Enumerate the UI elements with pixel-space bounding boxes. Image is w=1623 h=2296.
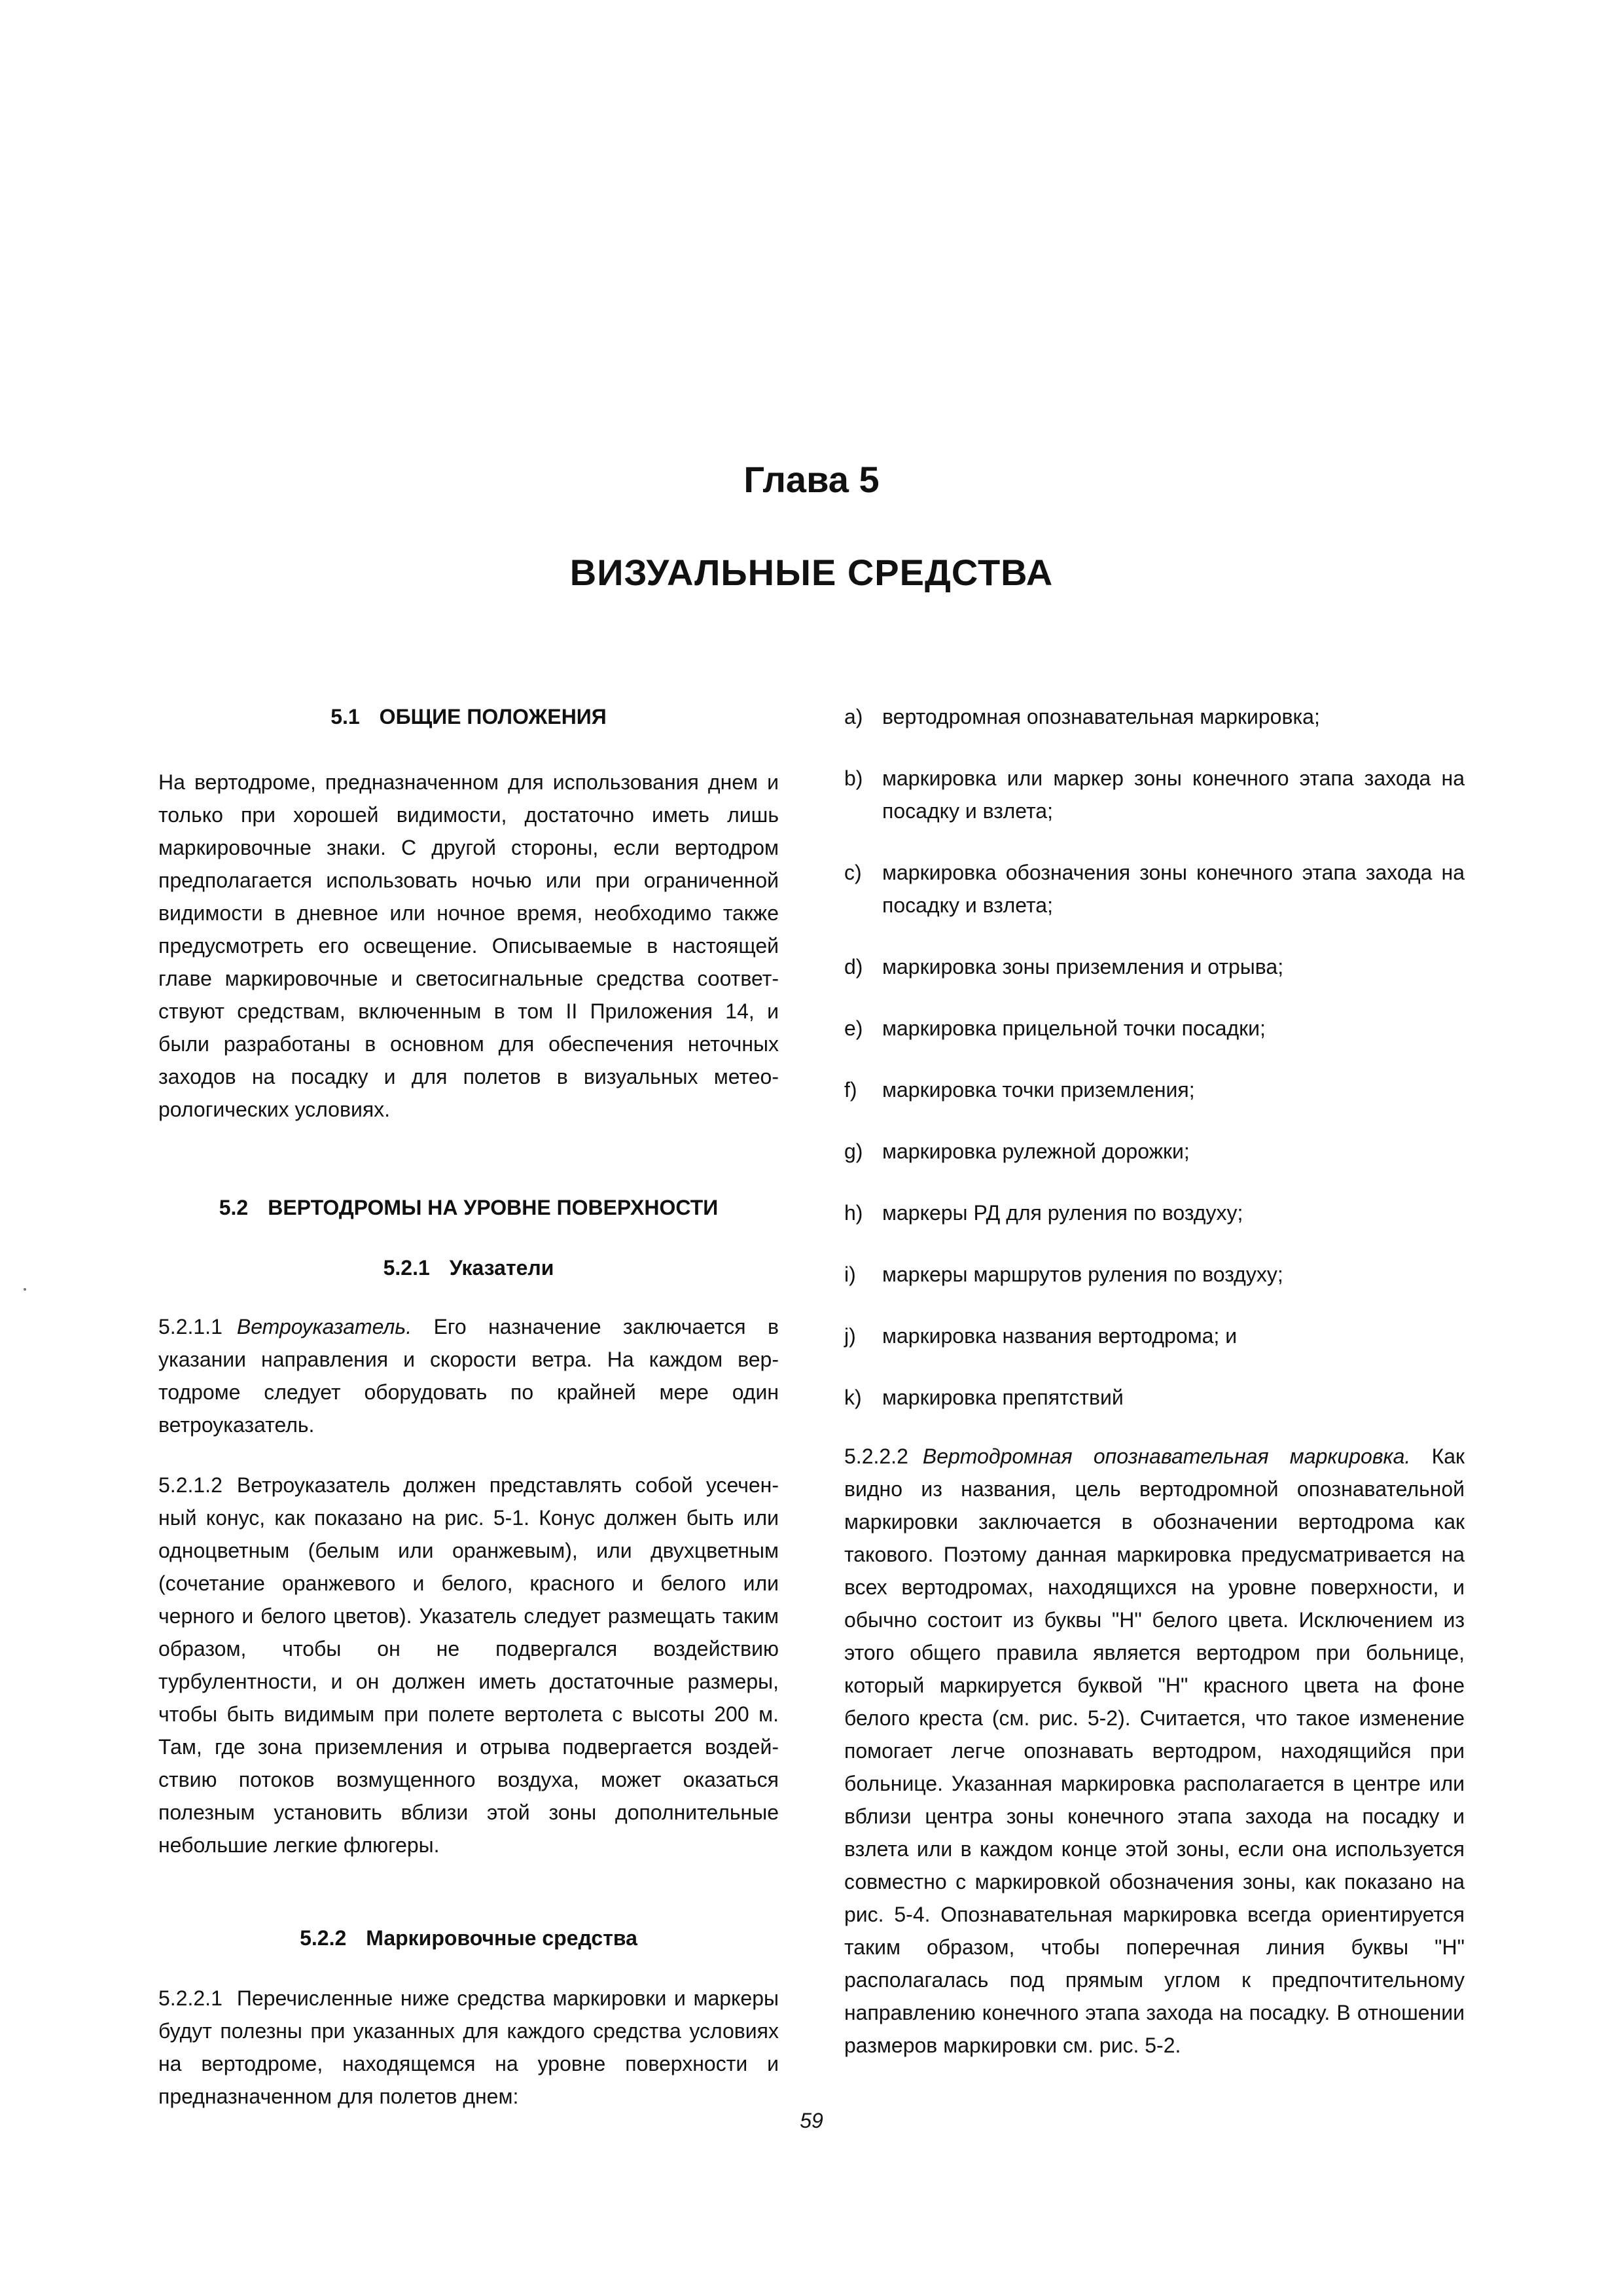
- section-title: ОБЩИЕ ПОЛОЖЕНИЯ: [379, 705, 607, 728]
- list-item-letter: i): [844, 1263, 856, 1286]
- section-5-2-2-heading: [158, 1922, 779, 1954]
- section-title: Указатели: [449, 1256, 554, 1280]
- section-5-1-heading: [158, 700, 779, 733]
- list-item-letter: g): [844, 1139, 863, 1163]
- list-item-text: маркировка обозначения зоны конечного этапа захода на посадку и взлета;: [882, 861, 1465, 917]
- list-item: [844, 856, 1465, 922]
- list-item: [844, 950, 1465, 983]
- list-item: [844, 1258, 1465, 1291]
- list-item-text: маркировка прицельной точки посадки;: [882, 1016, 1266, 1040]
- paragraph-5-2-1-2: [158, 1469, 779, 1861]
- scan-speck: [24, 1288, 26, 1291]
- list-item-letter: e): [844, 1016, 863, 1040]
- list-item: [844, 1319, 1465, 1352]
- paragraph-5-2-2-2: [844, 1440, 1465, 2062]
- paragraph-number: 5.2.1.2: [158, 1473, 223, 1497]
- list-item-letter: h): [844, 1201, 863, 1225]
- right-column: [844, 700, 1465, 2062]
- section-number: 5.2.2: [300, 1926, 347, 1950]
- paragraph-text: Как видно из названия, цель вертодромной опознавательной маркировки заключается в обозначении вертодрома как такового. Поэтому данная маркировка предусматривается на всех вертодромах, находящихся на уровне поверхности, и обычно состоит из буквы "Н" белого цвета. Исключением из этого общего правила является вертодром при больнице, который маркируется буквой "Н" красного цвета на фоне белого креста (см. рис. 5-2). Считается, что такое изменение помогает легче опознавать вертодром, находящийся при больнице. Указанная маркировка располагается в центре или вблизи центра зоны конечного этапа захода на посадку и взлета или в каждом конце этой зоны, если она используется совместно с маркировкой обозначения зоны, как показано на рис. 5-4. Опознавательная маркировка всегда ориентируется таким образом, чтобы поперечная линия буквы "Н" располагалась под прямым углом к предпочтительному направлению конечного этапа захода на посадку. В отношении размеров маркировки см. рис. 5-2.: [844, 1444, 1465, 2057]
- paragraph-number: 5.2.2.1: [158, 1986, 223, 2010]
- list-item: [844, 1073, 1465, 1106]
- list-item-text: маркировка названия вертодрома; и: [882, 1324, 1238, 1348]
- chapter-title: Глава 5: [743, 459, 880, 500]
- list-item: [844, 1135, 1465, 1168]
- list-item-text: маркировка рулежной дорожки;: [882, 1139, 1190, 1163]
- list-item-text: маркировка зоны приземления и отрыва;: [882, 955, 1284, 978]
- list-item-letter: c): [844, 861, 862, 884]
- paragraph-5-2-2-1: [158, 1982, 779, 2113]
- list-item: [844, 1196, 1465, 1229]
- section-number: 5.2.1: [383, 1256, 430, 1280]
- paragraph-text: Перечисленные ниже средства маркировки и маркеры будут полезны при указанных для каждого средства условиях на вертодроме, находящемся на уровне поверхности и предназначенном для полетов днем:: [158, 1986, 779, 2108]
- paragraph-text: Его назначение заключается в указании направления и скорости ветра. На каждом вертодроме следует оборудовать по крайней мере один ветроуказатель.: [158, 1315, 779, 1437]
- paragraph-number: 5.2.1.1: [158, 1315, 223, 1338]
- list-item: [844, 1381, 1465, 1414]
- list-item-text: маркировка точки приземления;: [882, 1078, 1195, 1102]
- list-item-text: маркеры маршрутов руления по воздуху;: [882, 1263, 1283, 1286]
- section-number: 5.2: [219, 1196, 249, 1219]
- list-item-letter: j): [844, 1324, 856, 1348]
- list-item-letter: a): [844, 705, 863, 728]
- marking-list: [844, 700, 1465, 1414]
- list-item-text: маркировка или маркер зоны конечного этапа захода на посадку и взлета;: [882, 766, 1465, 823]
- paragraph-text: Ветроуказатель должен представлять собой усеченный конус, как показано на рис. 5-1. Конус должен быть или одноцветным (белым или оранжевым), или двухцветным (сочетание оранжевого и белого, красного и белого или черного и белого цветов). Указатель следует размещать таким образом, чтобы он не подвергался воздействию турбулентности, и он должен иметь достаточные размеры, чтобы быть видимым при полете вертолета с высоты 200 м. Там, где зона приземления и отрыва подвергается воздействию потоков возмущенного воздуха, может оказаться полезным установить вблизи этой зоны дополнительные небольшие легкие флюгеры.: [158, 1473, 779, 1857]
- paragraph-number: 5.2.2.2: [844, 1444, 908, 1468]
- list-item: [844, 700, 1465, 733]
- list-item-letter: k): [844, 1386, 862, 1409]
- section-title: Маркировочные средства: [366, 1926, 637, 1950]
- list-item: [844, 762, 1465, 827]
- left-column: [158, 700, 779, 2113]
- chapter-subtitle: ВИЗУАЛЬНЫЕ СРЕДСТВА: [569, 552, 1054, 593]
- list-item-text: маркеры РД для руления по воздуху;: [882, 1201, 1243, 1225]
- list-item: [844, 1012, 1465, 1045]
- paragraph-heading: Ветроуказатель.: [236, 1315, 412, 1338]
- section-title: ВЕРТОДРОМЫ НА УРОВНЕ ПОВЕРХНОСТИ: [268, 1196, 719, 1219]
- list-item-text: маркировка препятствий: [882, 1386, 1124, 1409]
- section-number: 5.1: [330, 705, 360, 728]
- paragraph-heading: Вертодромная опознавательная маркировка.: [922, 1444, 1411, 1468]
- paragraph-5-2-1-1: [158, 1310, 779, 1441]
- list-item-letter: d): [844, 955, 863, 978]
- section-5-2-1-heading: [158, 1251, 779, 1284]
- list-item-letter: f): [844, 1078, 857, 1102]
- page-number: 59: [800, 2109, 823, 2132]
- section-5-1-paragraph: На вертодроме, предназначенном для использования днем и только при хорошей видимости, достаточно иметь лишь маркировочные знаки. С другой стороны, если вертодром предполагается использовать ночью или при ограниченной видимости в дневное или ночное время, необходимо также предусмотреть его освещение. Описываемые в настоящей главе маркировочные и светосигнальные средства соответствуют средствам, включенным в том II Приложения 14, и были разработаны в основном для обеспечения неточных заходов на посадку и для полетов в визуальных метеорологических условиях.: [158, 770, 779, 1121]
- section-5-2-heading: [158, 1191, 779, 1224]
- list-item-text: вертодромная опознавательная маркировка;: [882, 705, 1320, 728]
- list-item-letter: b): [844, 766, 863, 790]
